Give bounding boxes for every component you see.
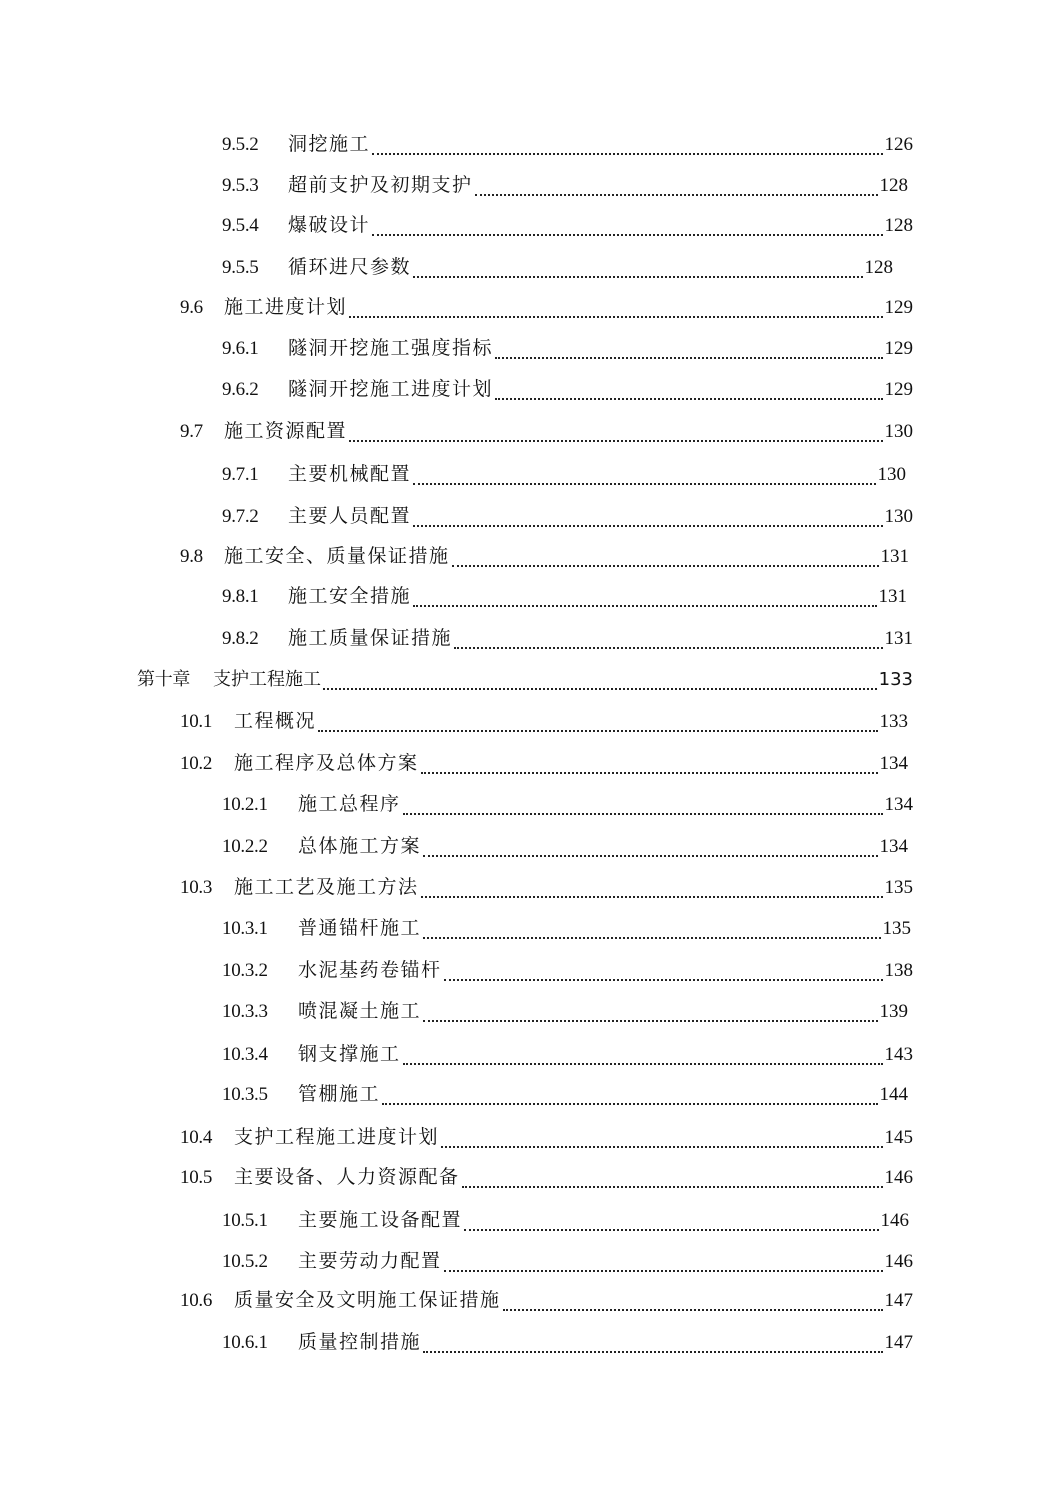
dot-leader	[444, 959, 883, 981]
dot-leader	[462, 1166, 883, 1188]
toc-entry[interactable]	[180, 1287, 913, 1315]
toc-entry-number: 10.2.1	[222, 794, 268, 815]
toc-entry[interactable]	[222, 1041, 913, 1069]
toc-entry-page: 133	[879, 711, 908, 732]
toc-entry[interactable]	[222, 583, 907, 611]
toc-entry-page: 144	[879, 1084, 908, 1105]
dot-leader	[403, 1043, 883, 1065]
toc-entry-title: 喷混凝土施工	[298, 1001, 422, 1022]
dot-leader	[349, 420, 882, 442]
toc-entry[interactable]	[180, 708, 908, 736]
toc-entry[interactable]	[180, 1164, 913, 1192]
toc-entry-title: 施工进度计划	[224, 297, 348, 318]
toc-entry-title: 钢支撑施工	[298, 1044, 401, 1065]
toc-entry-page: 131	[884, 628, 913, 649]
toc-entry-title: 施工工艺及施工方法	[234, 877, 419, 898]
toc-entry[interactable]	[222, 915, 911, 943]
toc-entry-title: 普通锚杆施工	[298, 918, 422, 939]
toc-entry-number: 9.8.2	[222, 628, 259, 649]
toc-entry-title: 爆破设计	[288, 215, 371, 236]
dot-leader	[454, 627, 882, 649]
dot-leader	[423, 1331, 882, 1353]
toc-entry-title: 总体施工方案	[298, 836, 422, 857]
toc-entry-number: 9.6	[180, 297, 203, 318]
toc-entry-page: 130	[884, 421, 913, 442]
toc-entry-number: 10.2.2	[222, 836, 268, 857]
toc-entry[interactable]	[222, 833, 908, 861]
toc-entry[interactable]	[222, 1248, 913, 1276]
toc-entry-title: 支护工程施工进度计划	[234, 1127, 440, 1148]
toc-entry-number: 10.5.2	[222, 1251, 268, 1272]
toc-entry-title: 质量安全及文明施工保证措施	[234, 1290, 501, 1311]
toc-entry-page: 128	[879, 175, 908, 196]
toc-entry-number: 9.7.1	[222, 464, 259, 485]
dot-leader	[475, 174, 878, 196]
dot-leader	[413, 463, 875, 485]
toc-entry-number: 10.2	[180, 753, 213, 774]
dot-leader	[413, 256, 862, 278]
toc-entry[interactable]	[222, 957, 913, 985]
toc-entry-title: 主要人员配置	[288, 506, 412, 527]
dot-leader	[452, 545, 879, 567]
dot-leader	[403, 793, 883, 815]
toc-entry-number: 10.5.1	[222, 1210, 268, 1231]
dot-leader	[423, 1000, 877, 1022]
toc-entry-page: 135	[882, 918, 911, 939]
toc-entry-page: 129	[884, 379, 913, 400]
toc-entry-title: 工程概况	[234, 711, 317, 732]
toc-entry-title: 隧洞开挖施工强度指标	[288, 338, 494, 359]
toc-entry-title: 超前支护及初期支护	[288, 175, 473, 196]
toc-entry-title: 水泥基药卷锚杆	[298, 960, 442, 981]
toc-entry-title: 洞挖施工	[288, 134, 371, 155]
toc-entry-number: 10.3.2	[222, 960, 268, 981]
toc-entry-number: 9.6.2	[222, 379, 259, 400]
toc-entry-number: 9.5.5	[222, 257, 259, 278]
toc-entry[interactable]	[180, 543, 909, 571]
toc-entry-page: 139	[879, 1001, 908, 1022]
toc-entry-number: 9.5.4	[222, 215, 259, 236]
toc-entry-page: 147	[884, 1332, 913, 1353]
dot-leader	[444, 1250, 883, 1272]
toc-entry-page: 131	[878, 586, 907, 607]
dot-leader	[318, 710, 877, 732]
dot-leader	[421, 752, 878, 774]
toc-entry-page: 129	[884, 297, 913, 318]
toc-entry[interactable]	[180, 750, 908, 778]
toc-entry-page: 129	[884, 338, 913, 359]
toc-entry-page: 147	[884, 1290, 913, 1311]
dot-leader	[503, 1289, 883, 1311]
toc-entry-number: 第十章	[137, 669, 191, 690]
toc-entry-title: 质量控制措施	[298, 1332, 422, 1353]
toc-entry-number: 10.3.3	[222, 1001, 268, 1022]
toc-entry-number: 10.3.5	[222, 1084, 268, 1105]
toc-entry[interactable]	[222, 376, 913, 404]
toc-entry[interactable]	[222, 503, 913, 531]
toc-entry-title: 施工质量保证措施	[288, 628, 453, 649]
toc-entry-page: 143	[884, 1044, 913, 1065]
toc-entry-page: 131	[880, 546, 909, 567]
toc-entry-number: 9.5.3	[222, 175, 259, 196]
toc-entry-title: 施工总程序	[298, 794, 401, 815]
toc-entry[interactable]	[222, 998, 908, 1026]
dot-leader	[413, 505, 882, 527]
toc-entry-page: 146	[884, 1251, 913, 1272]
toc-entry[interactable]	[222, 172, 908, 200]
toc-entry-page: 128	[884, 215, 913, 236]
toc-entry-title: 主要机械配置	[288, 464, 412, 485]
toc-entry[interactable]	[222, 254, 893, 282]
toc-entry-title: 隧洞开挖施工进度计划	[288, 379, 494, 400]
toc-entry-title: 施工安全、质量保证措施	[224, 546, 450, 567]
toc-entry-title: 循环进尺参数	[288, 257, 412, 278]
toc-entry-title: 主要设备、人力资源配备	[234, 1167, 460, 1188]
toc-entry[interactable]	[222, 625, 913, 653]
toc-entry-page: 133	[878, 669, 913, 690]
dot-leader	[323, 668, 877, 690]
toc-entry[interactable]	[222, 461, 906, 489]
toc-entry-page: 134	[884, 794, 913, 815]
dot-leader	[464, 1209, 878, 1231]
toc-entry-number: 10.3.1	[222, 918, 268, 939]
toc-entry-title: 支护工程施工	[213, 669, 321, 690]
toc-entry[interactable]	[180, 294, 913, 322]
toc-entry-number: 9.6.1	[222, 338, 259, 359]
toc-entry-page: 138	[884, 960, 913, 981]
toc-entry[interactable]	[222, 1329, 913, 1357]
toc-entry-number: 9.7	[180, 421, 203, 442]
toc-entry[interactable]	[180, 1124, 913, 1152]
toc-entry-page: 130	[877, 464, 906, 485]
dot-leader	[372, 214, 882, 236]
toc-entry[interactable]	[222, 131, 913, 159]
toc-entry-number: 10.4	[180, 1127, 213, 1148]
toc-entry-number: 9.7.2	[222, 506, 259, 527]
toc-entry[interactable]	[222, 791, 913, 819]
toc-entry-number: 9.8	[180, 546, 203, 567]
toc-entry-page: 135	[884, 877, 913, 898]
toc-entry-page: 126	[884, 134, 913, 155]
toc-entry-title: 主要劳动力配置	[298, 1251, 442, 1272]
toc-entry-title: 施工资源配置	[224, 421, 348, 442]
dot-leader	[382, 1083, 877, 1105]
toc-entry-number: 10.6	[180, 1290, 213, 1311]
toc-entry-number: 10.1	[180, 711, 213, 732]
toc-entry-title: 管棚施工	[298, 1084, 381, 1105]
toc-entry-page: 128	[864, 257, 893, 278]
toc-entry-page: 145	[884, 1127, 913, 1148]
toc-entry-number: 10.3.4	[222, 1044, 268, 1065]
toc-entry-title: 施工程序及总体方案	[234, 753, 419, 774]
toc-entry-page: 130	[884, 506, 913, 527]
toc-entry-page: 134	[879, 836, 908, 857]
dot-leader	[495, 378, 882, 400]
toc-entry-number: 9.8.1	[222, 586, 259, 607]
toc-entry-number: 10.3	[180, 877, 213, 898]
toc-entry-title: 施工安全措施	[288, 586, 412, 607]
dot-leader	[441, 1126, 882, 1148]
toc-entry[interactable]	[222, 1207, 909, 1235]
dot-leader	[495, 337, 882, 359]
dot-leader	[349, 296, 882, 318]
toc-entry-page: 146	[884, 1167, 913, 1188]
toc-entry[interactable]	[222, 212, 913, 240]
toc-entry[interactable]	[180, 874, 913, 902]
toc-entry-number: 10.6.1	[222, 1332, 268, 1353]
toc-entry-page: 134	[879, 753, 908, 774]
toc-entry-title: 主要施工设备配置	[298, 1210, 463, 1231]
dot-leader	[413, 585, 876, 607]
toc-entry-number: 10.5	[180, 1167, 213, 1188]
toc-entry-number: 9.5.2	[222, 134, 259, 155]
toc-entry[interactable]	[222, 1081, 908, 1109]
dot-leader	[421, 876, 883, 898]
toc-entry[interactable]	[180, 418, 913, 446]
dot-leader	[372, 133, 882, 155]
toc-entry-page: 146	[880, 1210, 909, 1231]
toc-chapter-entry[interactable]	[137, 666, 913, 694]
dot-leader	[423, 917, 880, 939]
dot-leader	[423, 835, 877, 857]
toc-entry[interactable]	[222, 335, 913, 363]
